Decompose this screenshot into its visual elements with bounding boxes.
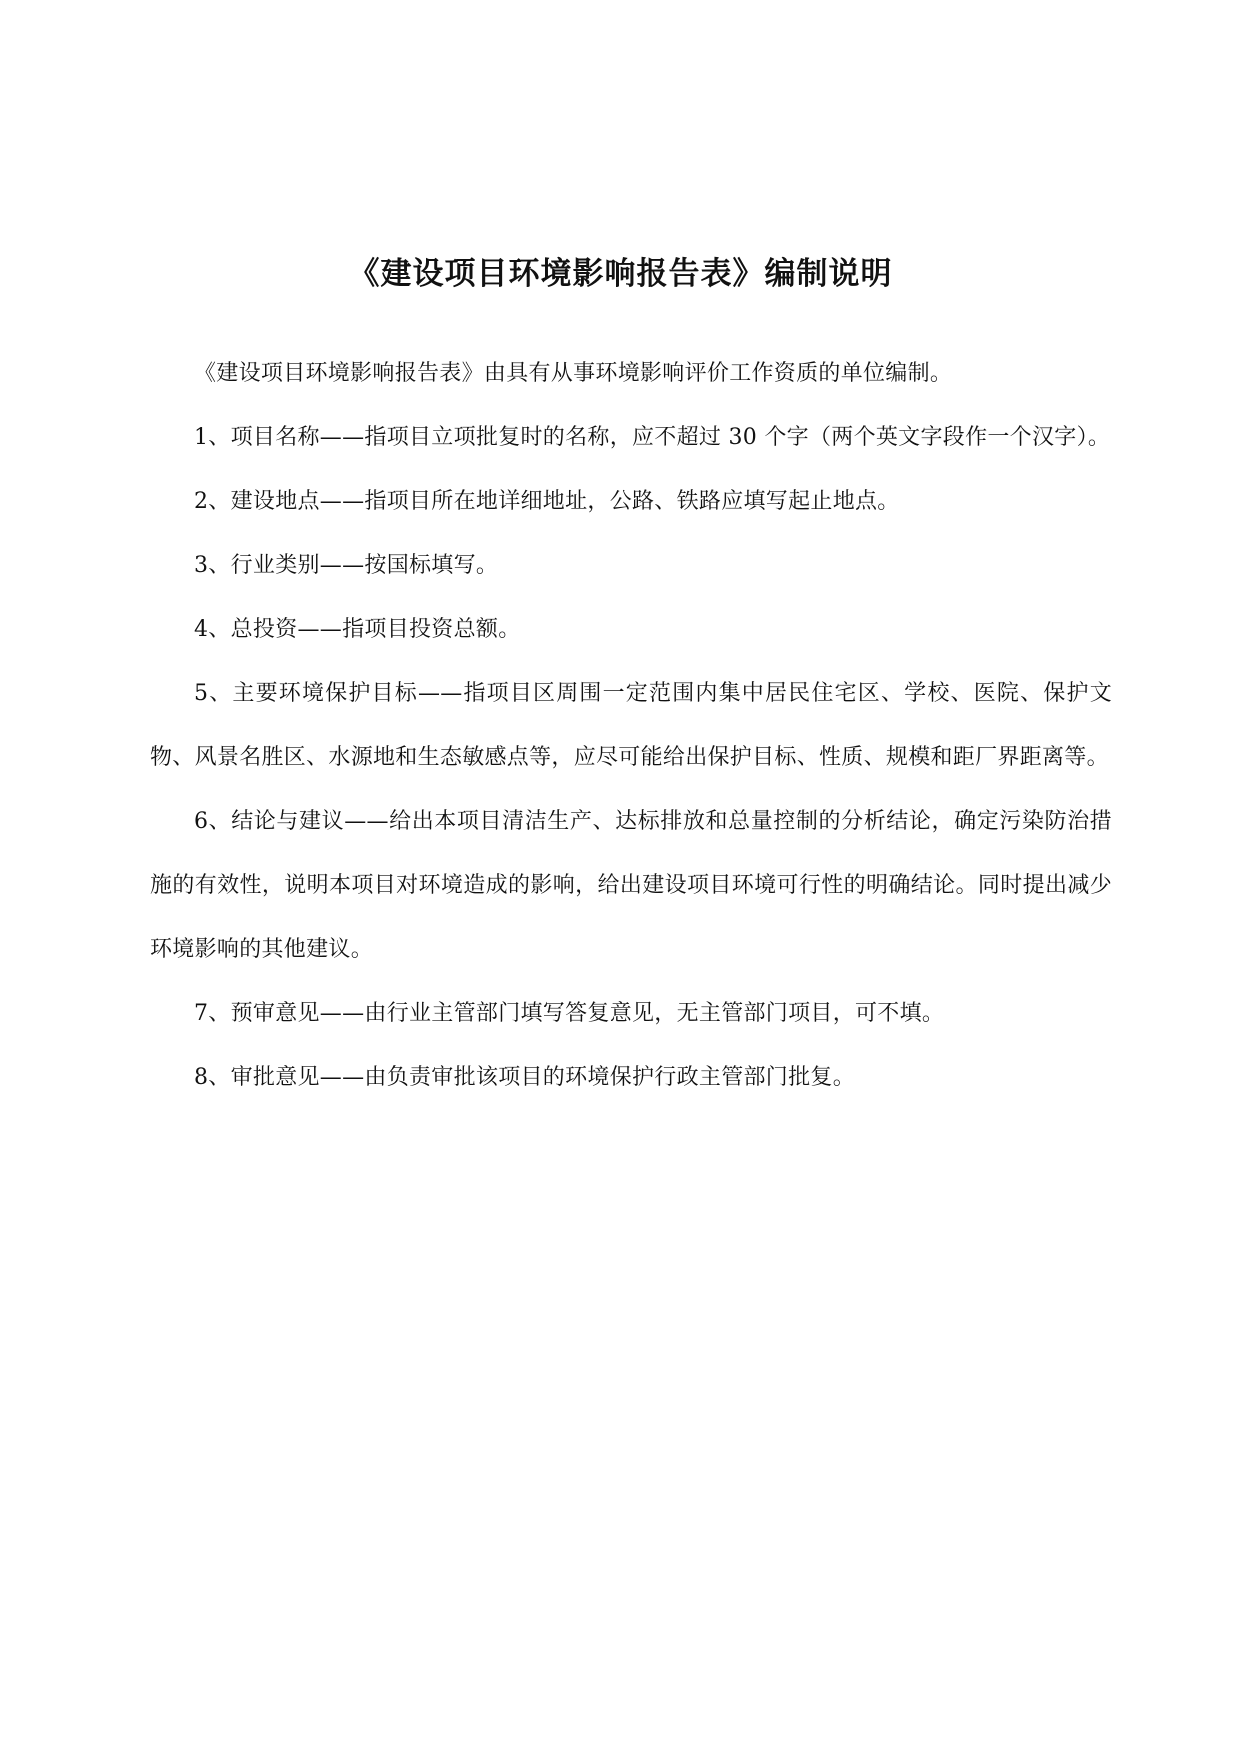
item-approval: 8、审批意见——由负责审批该项目的环境保护行政主管部门批复。 [194,1065,855,1090]
item-pre-review: 7、预审意见——由行业主管部门填写答复意见，无主管部门项目，可不填。 [194,1001,945,1026]
document-title: 《建设项目环境影响报告表》编制说明 [348,256,893,292]
item-protection-targets: 5、主要环境保护目标——指项目区周围一定范围内集中居民住宅区、学校、医院、保护文物、风景名胜区、水源地和生态敏感点等，应尽可能给出保护目标、性质、规模和距厂界距离等。 [150,681,1112,770]
item-total-investment: 4、总投资——指项目投资总额。 [194,617,521,642]
item-industry-category: 3、行业类别——按国标填写。 [194,553,499,578]
item-conclusion: 6、结论与建议——给出本项目清洁生产、达标排放和总量控制的分析结论，确定污染防治措施的有效性，说明本项目对环境造成的影响，给出建设项目环境可行性的明确结论。同时提出减少环境影响的其他建议。 [150,809,1112,962]
item-project-name: 1、项目名称——指项目立项批复时的名称，应不超过 30 个字（两个英文字段作一个汉字）。 [194,425,1111,450]
document-body [150,342,1112,1110]
intro-paragraph: 《建设项目环境影响报告表》由具有从事环境影响评价工作资质的单位编制。 [194,361,953,386]
item-construction-site: 2、建设地点——指项目所在地详细地址，公路、铁路应填写起止地点。 [194,489,900,514]
